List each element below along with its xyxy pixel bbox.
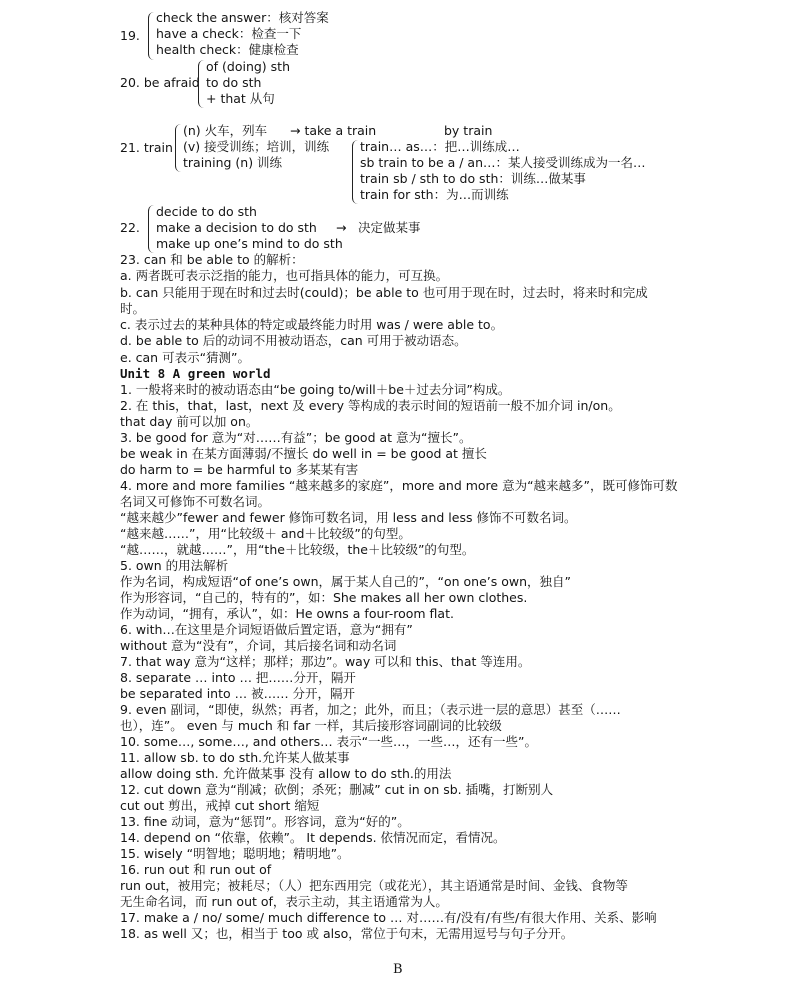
item-22-line: make a decision to do sth bbox=[156, 220, 317, 235]
by-train: by train bbox=[444, 123, 493, 138]
text-line: d. be able to 后的动词不用被动语态，can 可用于被动语态。 bbox=[120, 333, 467, 348]
item-21-sub: train sb / sth to do sth：训练…做某事 bbox=[360, 171, 586, 186]
item-21-sub: train for sth：为…而训练 bbox=[360, 187, 509, 202]
text-line: 无生命名词，而 run out of，表示主动，其主语通常为人。 bbox=[120, 894, 448, 909]
item-20-head: 20. be afraid bbox=[120, 75, 200, 90]
text-line: 12. cut down 意为“削减；砍倒；杀死；删减” cut in on sb. 插嘴，打断别人 bbox=[120, 782, 554, 797]
item-22-line: decide to do sth bbox=[156, 204, 257, 219]
text-line: 1. 一般将来时的被动语态由“be going to/will＋be＋过去分词”构成。 bbox=[120, 382, 511, 397]
item-19-line: health check：健康检查 bbox=[156, 42, 299, 57]
text-line: 13. fine 动词，意为“惩罚”。形容词，意为“好的”。 bbox=[120, 814, 410, 829]
text-line: 作为名词，构成短语“of one’s own，属于某人自己的”，“on one’s own，独自” bbox=[120, 574, 571, 589]
page-number: B bbox=[393, 962, 403, 977]
text-line: 16. run out 和 run out of bbox=[120, 862, 272, 877]
text-line: “越来越……”，用“比较级＋ and＋比较级”的句型。 bbox=[120, 526, 411, 541]
text-line: a. 两者既可表示泛指的能力，也可指具体的能力，可互换。 bbox=[120, 268, 449, 283]
left-brace bbox=[148, 12, 155, 60]
unit-heading: Unit 8 A green world bbox=[120, 366, 271, 381]
item-21-head: 21. train bbox=[120, 140, 173, 155]
item-22-number: 22. bbox=[120, 220, 140, 235]
take-a-train: → take a train bbox=[290, 123, 377, 138]
item-21-sub: train… as…：把…训练成… bbox=[360, 139, 520, 154]
text-line: 名词又可修饰不可数名词。 bbox=[120, 494, 271, 509]
text-line: “越来越少”fewer and fewer 修饰可数名词，用 less and less 修饰不可数名词。 bbox=[120, 510, 577, 525]
text-line: without 意为“没有”，介词，其后接名词和动名词 bbox=[120, 638, 397, 653]
text-line: 6. with…在这里是介词短语做后置定语，意为“拥有” bbox=[120, 622, 413, 637]
text-line: cut out 剪出，戒掉 cut short 缩短 bbox=[120, 798, 320, 813]
item-21-line: training (n) 训练 bbox=[183, 155, 283, 170]
text-line: 也），连”。 even 与 much 和 far 一样，其后接形容词副词的比较级 bbox=[120, 718, 502, 733]
text-line: do harm to = be harmful to 多某某有害 bbox=[120, 462, 359, 477]
item-21-line: (v) 接受训练；培训，训练 bbox=[183, 139, 330, 154]
text-line: c. 表示过去的某种具体的特定或最终能力时用 was / were able to。 bbox=[120, 317, 504, 332]
left-brace bbox=[148, 205, 155, 253]
item-22-meaning: 决定做某事 bbox=[358, 220, 421, 235]
text-line: 15. wisely “明智地；聪明地；精明地”。 bbox=[120, 846, 350, 861]
left-brace bbox=[175, 124, 182, 172]
text-line: be weak in 在某方面薄弱/不擅长 do well in = be good at 擅长 bbox=[120, 446, 487, 461]
left-brace bbox=[352, 140, 359, 204]
text-line: 11. allow sb. to do sth.允许某人做某事 bbox=[120, 750, 350, 765]
text-line: 8. separate … into … 把……分开，隔开 bbox=[120, 670, 356, 685]
text-line: 14. depend on “依靠，依赖”。 It depends. 依情况而定，看情况。 bbox=[120, 830, 506, 845]
text-line: b. can 只能用于现在时和过去时(could)；be able to 也可用于现在时，过去时，将来时和完成 bbox=[120, 285, 648, 300]
item-19-number: 19. bbox=[120, 28, 140, 43]
item-20-line: + that 从句 bbox=[206, 91, 275, 106]
text-line: 作为动词，“拥有，承认”，如：He owns a four-room flat. bbox=[120, 606, 454, 621]
text-line: 作为形容词，“自己的，特有的”，如：She makes all her own clothes. bbox=[120, 590, 528, 605]
text-line: 18. as well 又；也，相当于 too 或 also，常位于句末，无需用逗号与句子分开。 bbox=[120, 926, 574, 941]
text-line: 9. even 副词，“即使，纵然；再者，加之；此外，而且；（表示进一层的意思）甚至（…… bbox=[120, 702, 621, 717]
text-line: 7. that way 意为“这样；那样；那边”。way 可以和 this、that 等连用。 bbox=[120, 654, 531, 669]
text-line: allow doing sth. 允许做某事 没有 allow to do sth.的用法 bbox=[120, 766, 452, 781]
item-20-line: of (doing) sth bbox=[206, 59, 290, 74]
text-line: 5. own 的用法解析 bbox=[120, 558, 229, 573]
text-line: 3. be good for 意为“对……有益”；be good at 意为“擅长”。 bbox=[120, 430, 472, 445]
text-line: 23. can 和 be able to 的解析： bbox=[120, 252, 304, 267]
item-21-line: (n) 火车，列车 bbox=[183, 123, 268, 138]
text-line: 4. more and more families “越来越多的家庭”，more and more 意为“越来越多”，既可修饰可数 bbox=[120, 478, 678, 493]
text-line: “越……，就越……”，用“the＋比较级，the＋比较级”的句型。 bbox=[120, 542, 475, 557]
text-line: e. can 可表示“猜测”。 bbox=[120, 350, 251, 365]
text-line: run out，被用完；被耗尽；（人）把东西用完（或花光），其主语通常是时间、金钱、食物等 bbox=[120, 878, 628, 893]
text-line: 时。 bbox=[120, 301, 146, 316]
item-19-line: have a check：检查一下 bbox=[156, 26, 302, 41]
text-line: 2. 在 this，that，last，next 及 every 等构成的表示时间的短语前一般不加介词 in/on。 bbox=[120, 398, 621, 413]
item-19-line: check the answer：核对答案 bbox=[156, 10, 329, 25]
text-line: 10. some…, some…, and others… 表示“一些…，一些…，还有一些”。 bbox=[120, 734, 538, 749]
text-line: 17. make a / no/ some/ much difference to … 对……有/没有/有些/有很大作用、关系、影响 bbox=[120, 910, 657, 925]
left-brace bbox=[198, 60, 205, 108]
text-line: that day 前可以加 on。 bbox=[120, 414, 259, 429]
text-line: be separated into … 被…… 分开，隔开 bbox=[120, 686, 356, 701]
arrow-icon: → bbox=[336, 220, 347, 235]
item-21-sub: sb train to be a / an…：某人接受训练成为一名… bbox=[360, 155, 646, 170]
item-22-line: make up one’s mind to do sth bbox=[156, 236, 343, 251]
item-20-line: to do sth bbox=[206, 75, 262, 90]
